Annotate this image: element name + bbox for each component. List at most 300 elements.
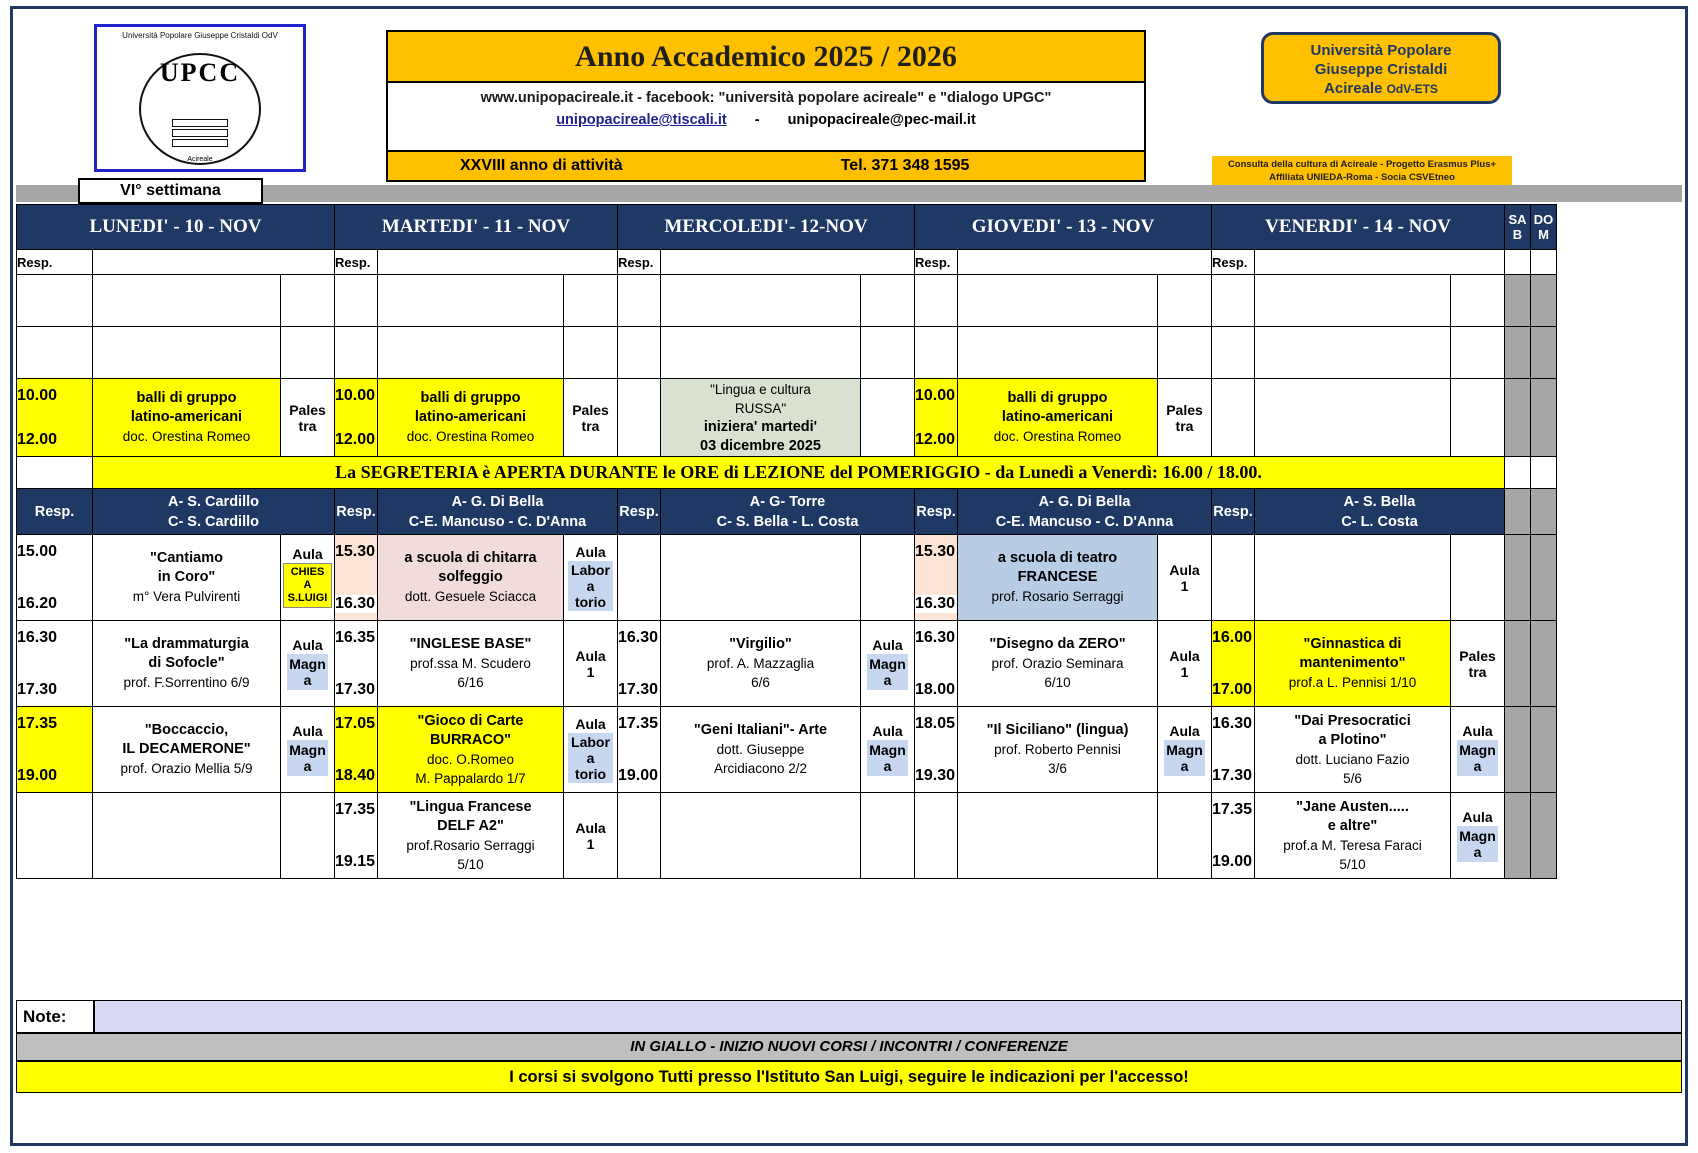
teachers-venerdi [1255,489,1505,535]
aula-lun-r2-b1: Magn [289,655,326,672]
aula-mar-r1-top: Aula [575,543,606,560]
dom-cell-4 [1531,457,1557,489]
aula-gio-r3 [1158,707,1212,793]
time-lun-r2-end: 17.30 [17,680,58,698]
aula-empty-lun-2 [281,327,335,379]
teachers-lunedi-c: C- S. Cardillo [167,513,260,530]
dom-cell-resp [1531,250,1557,275]
time-ven-r1 [1212,535,1255,621]
lesson-gio-r2[interactable] [958,621,1158,707]
lesson-row-3 [17,707,1557,793]
notes-label: Note: [16,1000,94,1033]
time-lun-morning [17,379,93,457]
aula-mer-r3-b1: Magn [869,741,906,758]
morning-lesson-row [17,379,1557,457]
aula-mar-morning-l1: Pales [572,401,609,418]
resp-label-mer-pm: Resp. [618,489,661,535]
aula-mar-r1-b2: a [586,577,595,594]
lesson-gio-r2-code: 6/10 [1044,675,1071,690]
lesson-lun-r3[interactable] [93,707,281,793]
aula-mar-r3-top: Aula [575,715,606,732]
lesson-mar-morning[interactable] [378,379,564,457]
aula-empty-ven-1 [1451,275,1505,327]
lesson-mar-r1-teacher: dott. Gesuele Sciacca [404,589,537,604]
time-mer-r3-start: 17.35 [618,714,659,732]
aula-mer-r2-top: Aula [872,636,903,653]
sab-cell-9 [1505,793,1531,879]
legend-bar [16,1033,1682,1061]
resp-value-mer-am [661,250,915,275]
aula-lun-r3-b1: Magn [289,741,326,758]
aula-gio-r4 [1158,793,1212,879]
time-mer-r2-end: 17.30 [618,680,659,698]
day-header-giovedi: GIOVEDI' - 13 - NOV [915,205,1212,250]
aula-gio-r3-b1: Magn [1166,741,1203,758]
lesson-lun-r4 [93,793,281,879]
email-separator: - [754,112,760,128]
time-ven-r4-start: 17.35 [1212,800,1253,818]
aula-lun-r1-b1: CHIES [290,566,325,578]
academic-year-title-text: Anno Accademico 2025 / 2026 [575,39,957,73]
sab-cell-8 [1505,707,1531,793]
lesson-mer-r3[interactable] [661,707,861,793]
time-lun-r3-end: 19.00 [17,766,58,784]
resp-label-mar-am: Resp. [335,250,378,275]
lesson-mar-r3-teacher1: doc. O.Romeo [426,751,515,767]
academic-year-title [386,30,1146,83]
segreteria-left-pad [17,457,93,489]
logo-acronym: UPCC [159,58,241,87]
day-header-lunedi: LUNEDI' - 10 - NOV [17,205,335,250]
aula-ven-r1 [1451,535,1505,621]
lesson-gio-r2-teacher: prof. Orazio Seminara [991,656,1124,671]
time-mer-r1 [618,535,661,621]
dom-cell-7 [1531,621,1557,707]
lesson-ven-r2-l1: "Ginnastica di [1303,636,1402,652]
time-gio-morning [915,379,958,457]
lesson-mar-morning-l1: balli di gruppo [420,390,521,406]
time-mar-r3-start: 17.05 [335,714,376,732]
teachers-lunedi-a: A- S. Cardillo [167,493,260,510]
lesson-mar-r3-l2: BURRACO" [430,731,511,748]
aula-ven-r4-b2: a [1473,843,1482,860]
aula-ven-r4 [1451,793,1505,879]
time-gio-r3 [915,707,958,793]
aula-lun-r2-b2: a [303,671,312,688]
aula-empty-gio-2 [1158,327,1212,379]
day-header-martedi: MARTEDI' - 11 - NOV [335,205,618,250]
time-ven-r4-end: 19.00 [1212,852,1253,870]
time-gio-morning-end: 12.00 [915,430,956,448]
lesson-mer-morning-l1: "Lingua e cultura [710,381,811,397]
aula-ven-r3 [1451,707,1505,793]
lesson-mer-r2-l1: "Virgilio" [729,636,792,652]
time-mar-r4-start: 17.35 [335,800,376,818]
aula-gio-morning [1158,379,1212,457]
lesson-mar-r3[interactable] [378,707,564,793]
resp-label-lun-pm: Resp. [17,489,93,535]
time-mar-r1-start: 15.30 [335,542,376,560]
lesson-lun-r2[interactable] [93,621,281,707]
resp-value-mar-am [378,250,618,275]
lesson-mer-r3-code: Arcidiacono 2/2 [713,761,808,776]
lesson-ven-r2-teacher: prof.a L. Pennisi 1/10 [1288,675,1417,690]
time-lun-r3-start: 17.35 [17,714,58,732]
dom-cell-1 [1531,275,1557,327]
aula-gio-r1 [1158,535,1212,621]
dom-cell-8 [1531,707,1557,793]
resp-row-morning [17,250,1557,275]
aula-ven-r3-b2: a [1473,757,1482,774]
aula-ven-r3-top: Aula [1462,722,1493,739]
day-header-mercoledi: MERCOLEDI'- 12-NOV [618,205,915,250]
teachers-giovedi [958,489,1212,535]
lesson-mar-r2-l1: "INGLESE BASE" [409,636,532,652]
time-empty-gio-2 [915,327,958,379]
phone-text: Tel. 371 348 1595 [840,157,970,174]
lesson-lun-morning-teacher: doc. Orestina Romeo [122,429,251,444]
aula-lun-r3 [281,707,335,793]
lesson-ven-r3-code: 5/6 [1343,770,1362,786]
lesson-row-1 [17,535,1557,621]
teachers-mercoledi-c: C- S. Bella - L. Costa [716,513,859,530]
lesson-mar-r2[interactable] [378,621,564,707]
morning-empty-row-1 [17,275,1557,327]
aula-ven-r4-top: Aula [1462,808,1493,825]
aula-ven-r2 [1451,621,1505,707]
lesson-mer-r2-code: 6/6 [751,675,770,690]
lesson-gio-morning[interactable] [958,379,1158,457]
lesson-ven-r2[interactable] [1255,621,1451,707]
aula-mer-r2-b1: Magn [869,655,906,672]
time-gio-r3-end: 19.30 [915,766,956,784]
time-empty-mar-1 [335,275,378,327]
lesson-lun-r2-l2: di Sofocle" [148,655,225,671]
lesson-ven-r4-l2: e altre" [1327,817,1378,834]
time-mar-r1 [335,535,378,621]
time-ven-r3-end: 17.30 [1212,766,1253,784]
year-activity-text: XXVIII anno di attività [460,157,623,174]
lesson-mar-morning-l2: latino-americani [414,409,527,425]
time-mar-r2 [335,621,378,707]
lesson-empty-gio-1 [958,275,1158,327]
time-mar-r3-end: 18.40 [335,766,376,784]
lesson-gio-r3[interactable] [958,707,1158,793]
sab-cell-2 [1505,327,1531,379]
lesson-ven-r4-teacher: prof.a M. Teresa Faraci [1283,837,1422,853]
aula-mar-r3 [564,707,618,793]
teachers-martedi [378,489,618,535]
lesson-ven-r3-l1: "Dai Presocratici [1294,712,1411,729]
teachers-giovedi-a: A- G. Di Bella [1038,493,1131,510]
aula-mer-r4 [861,793,915,879]
time-empty-ven-1 [1212,275,1255,327]
timetable-grid [16,204,1682,1134]
sab-cell-5 [1505,489,1531,535]
time-gio-r2 [915,621,958,707]
time-mar-morning [335,379,378,457]
aula-lun-r3-top: Aula [292,722,323,739]
aula-gio-r1-b1: 1 [1180,577,1189,594]
time-ven-r3-start: 16.30 [1212,714,1253,732]
time-empty-mer-2 [618,327,661,379]
resp-value-gio-am [958,250,1212,275]
lesson-empty-lun-2 [93,327,281,379]
time-mar-morning-start: 10.00 [335,386,376,404]
lesson-empty-ven-2 [1255,327,1451,379]
lesson-gio-r3-l1: "Il Siciliano" (lingua) [986,722,1129,738]
lesson-empty-mer-1 [661,275,861,327]
aula-gio-morning-l2: tra [1175,417,1194,434]
time-empty-mer-1 [618,275,661,327]
aula-mar-r1-b3: torio [574,593,607,610]
dom-cell-3 [1531,379,1557,457]
aula-mar-r3-b3: torio [574,765,607,782]
lesson-mar-r4-code: 5/10 [457,856,484,872]
lesson-mer-r1 [661,535,861,621]
time-mar-r2-end: 17.30 [335,680,376,698]
aula-empty-mar-1 [564,275,618,327]
segreteria-row [17,457,1557,489]
venue-text: I corsi si svolgono Tutti presso l'Istituto San Luigi, seguire le indicazioni per l'accesso! [509,1068,1189,1086]
lesson-mer-r2-teacher: prof. A. Mazzaglia [706,656,815,671]
lesson-mar-r3-teacher2: M. Pappalardo 1/7 [415,770,526,786]
page-header [16,12,1682,190]
time-gio-r3-start: 18.05 [915,714,956,732]
lesson-mer-r4 [661,793,861,879]
contact-box [386,83,1146,152]
morning-empty-row-2 [17,327,1557,379]
lesson-gio-r1-l1: a scuola di teatro [997,550,1118,566]
lesson-lun-morning-l2: latino-americani [130,409,243,425]
time-lun-morning-end: 12.00 [17,430,58,448]
time-lun-r1 [17,535,93,621]
affiliations-box [1212,156,1512,186]
resp-label-ven-am: Resp. [1212,250,1255,275]
lesson-lun-r1-l2: in Coro" [157,569,216,585]
resp-value-ven-am [1255,250,1505,275]
time-mer-r3-end: 19.00 [618,766,659,784]
aula-mar-r4-b1: 1 [586,835,595,852]
lesson-gio-r2-l1: "Disegno da ZERO" [989,636,1126,652]
logo-org-line: Università Popolare Giuseppe Cristaldi OdV [122,31,278,40]
lesson-mar-morning-teacher: doc. Orestina Romeo [406,429,535,444]
aula-ven-r2-b1: tra [1468,663,1487,680]
lesson-mar-r2-code: 6/16 [457,675,484,690]
email-tiscali-link[interactable]: unipopacireale@tiscali.it [556,112,727,128]
aula-lun-r4 [281,793,335,879]
header-divider [16,185,1682,202]
lesson-ven-r1 [1255,535,1451,621]
logo-books-icon [172,119,228,159]
aula-ven-morning [1451,379,1505,457]
aula-mar-r4 [564,793,618,879]
aula-ven-r4-b1: Magn [1459,827,1496,844]
time-gio-r2-start: 16.30 [915,628,956,646]
sab-cell-6 [1505,535,1531,621]
time-empty-lun-1 [17,275,93,327]
lesson-lun-r1[interactable] [93,535,281,621]
lesson-lun-r2-l1: "La drammaturgia [124,636,249,652]
website-line: www.unipopacireale.it - facebook: "università popolare acireale" e "dialogo UPGC" [480,90,1052,106]
aula-gio-r2 [1158,621,1212,707]
lesson-gio-r1-teacher: prof. Rosario Serraggi [991,589,1124,604]
aula-empty-mer-2 [861,327,915,379]
aula-empty-lun-1 [281,275,335,327]
time-gio-r1 [915,535,958,621]
teachers-giovedi-c: C-E. Mancuso - C. D'Anna [995,513,1174,530]
lesson-mer-r2[interactable] [661,621,861,707]
aula-empty-gio-1 [1158,275,1212,327]
lesson-lun-r3-teacher: prof. Orazio Mellia 5/9 [120,761,253,776]
lesson-lun-morning[interactable] [93,379,281,457]
teachers-martedi-c: C-E. Mancuso - C. D'Anna [408,513,587,530]
lesson-empty-lun-1 [93,275,281,327]
time-mer-r2 [618,621,661,707]
sab-cell-3 [1505,379,1531,457]
badge-line-2: Giuseppe Cristaldi [1314,61,1448,78]
lesson-empty-mar-1 [378,275,564,327]
lesson-ven-r3-l2: a Plotino" [1318,731,1387,748]
time-ven-morning [1212,379,1255,457]
time-empty-lun-2 [17,327,93,379]
aula-empty-ven-2 [1451,327,1505,379]
aula-lun-r1-b3: S.LUIGI [287,592,328,604]
legend-text: IN GIALLO - INIZIO NUOVI CORSI / INCONTRI / CONFERENZE [630,1038,1068,1055]
time-ven-r2-start: 16.00 [1212,628,1253,646]
lesson-gio-r3-code: 3/6 [1048,761,1067,776]
notes-field[interactable] [94,1000,1682,1033]
time-mar-r2-start: 16.35 [335,628,376,646]
resp-label-lun-am: Resp. [17,250,93,275]
teachers-venerdi-a: A- S. Bella [1343,493,1416,510]
aula-empty-mar-2 [564,327,618,379]
time-lun-r4 [17,793,93,879]
aula-ven-r3-b1: Magn [1459,741,1496,758]
day-header-sabato: SA B [1505,205,1531,250]
aula-gio-r2-b1: 1 [1180,663,1189,680]
lesson-row-4 [17,793,1557,879]
aula-lun-r1-b2: A [303,579,312,591]
lesson-gio-morning-l2: latino-americani [1001,409,1114,425]
lesson-ven-r3-teacher: dott. Luciano Fazio [1295,751,1410,767]
lesson-ven-r4-code: 5/10 [1339,856,1366,872]
day-header-row [17,205,1557,250]
aula-gio-r1-top: Aula [1169,561,1200,578]
day-header-domenica: DO M [1531,205,1557,250]
lesson-ven-r2-l2: mantenimento" [1299,655,1406,671]
lesson-mar-r4-l2: DELF A2" [437,817,504,834]
time-mar-r4-end: 19.15 [335,852,376,870]
time-mar-morning-end: 12.00 [335,430,376,448]
organization-badge [1261,32,1501,104]
aula-mar-morning [564,379,618,457]
aula-mar-morning-l2: tra [581,417,600,434]
time-mer-r4 [618,793,661,879]
lesson-mer-morning-l2: RUSSA" [734,400,787,416]
lesson-ven-r4-l1: "Jane Austen..... [1296,798,1409,815]
lesson-ven-r3[interactable] [1255,707,1451,793]
lesson-row-2 [17,621,1557,707]
lesson-empty-mar-2 [378,327,564,379]
lesson-gio-r1[interactable] [958,535,1158,621]
sab-cell-7 [1505,621,1531,707]
time-mer-morning [618,379,661,457]
aula-mar-r2 [564,621,618,707]
aula-mer-r1 [861,535,915,621]
upcc-logo [94,24,306,172]
aula-gio-morning-l1: Pales [1166,401,1203,418]
dom-cell-6 [1531,535,1557,621]
lesson-gio-r1-l2: FRANCESE [1017,569,1098,585]
aula-lun-r2 [281,621,335,707]
time-lun-r2-start: 16.30 [17,628,58,646]
time-mar-r4 [335,793,378,879]
lesson-mar-r1[interactable] [378,535,564,621]
lesson-empty-gio-2 [958,327,1158,379]
aula-mar-r2-top: Aula [575,647,606,664]
timetable-table [16,204,1557,879]
logo-city: Acireale [187,156,213,163]
lesson-mar-r4[interactable] [378,793,564,879]
resp-row-afternoon [17,489,1557,535]
day-header-venerdi: VENERDI' - 14 - NOV [1212,205,1505,250]
lesson-empty-ven-1 [1255,275,1451,327]
resp-label-mar-pm: Resp. [335,489,378,535]
lesson-ven-r4[interactable] [1255,793,1451,879]
aula-lun-morning [281,379,335,457]
segreteria-notice: La SEGRETERIA è APERTA DURANTE le ORE di LEZIONE del POMERIGGIO - da Lunedì a Venerdì: 16.00 / 18.00. [93,457,1505,489]
time-mer-r3 [618,707,661,793]
aula-mar-r1 [564,535,618,621]
lesson-gio-morning-teacher: doc. Orestina Romeo [993,429,1122,444]
lesson-lun-r1-teacher: m° Vera Pulvirenti [132,589,241,604]
aula-mer-r3-top: Aula [872,722,903,739]
lesson-lun-r3-l2: IL DECAMERONE" [122,741,251,757]
time-empty-gio-1 [915,275,958,327]
lesson-empty-mer-2 [661,327,861,379]
badge-line-3 [1264,79,1498,99]
aula-lun-r1-top: Aula [292,546,323,562]
lesson-lun-r1-l1: "Cantiamo [150,550,223,566]
lesson-gio-r4 [958,793,1158,879]
lesson-gio-morning-l1: balli di gruppo [1007,390,1108,406]
affiliation-line-2: Affiliata UNIEDA-Roma - Socia CSVEtneo [1269,172,1455,183]
sab-cell-4 [1505,457,1531,489]
time-gio-r4 [915,793,958,879]
teachers-martedi-a: A- G. Di Bella [451,493,544,510]
aula-mer-r3 [861,707,915,793]
time-lun-r3 [17,707,93,793]
email-line [388,112,1144,128]
aula-mar-r2-b1: 1 [586,663,595,680]
teachers-mercoledi-a: A- G- Torre [749,493,826,510]
time-lun-r2 [17,621,93,707]
badge-line-1: Università Popolare [1310,42,1452,59]
time-ven-r3 [1212,707,1255,793]
lesson-mer-morning[interactable] [661,379,861,457]
teachers-lunedi [93,489,335,535]
aula-mar-r1-b1: Labor [571,561,610,578]
sab-cell-1 [1505,275,1531,327]
lesson-mar-r2-teacher: prof.ssa M. Scudero [410,656,531,671]
teachers-venerdi-c: C- L. Costa [1341,513,1418,530]
aula-lun-r3-b2: a [303,757,312,774]
aula-mer-r3-b2: a [883,757,892,774]
time-ven-r2-end: 17.00 [1212,680,1253,698]
time-gio-r1-end: 16.30 [915,594,956,612]
aula-lun-r2-top: Aula [292,636,323,653]
